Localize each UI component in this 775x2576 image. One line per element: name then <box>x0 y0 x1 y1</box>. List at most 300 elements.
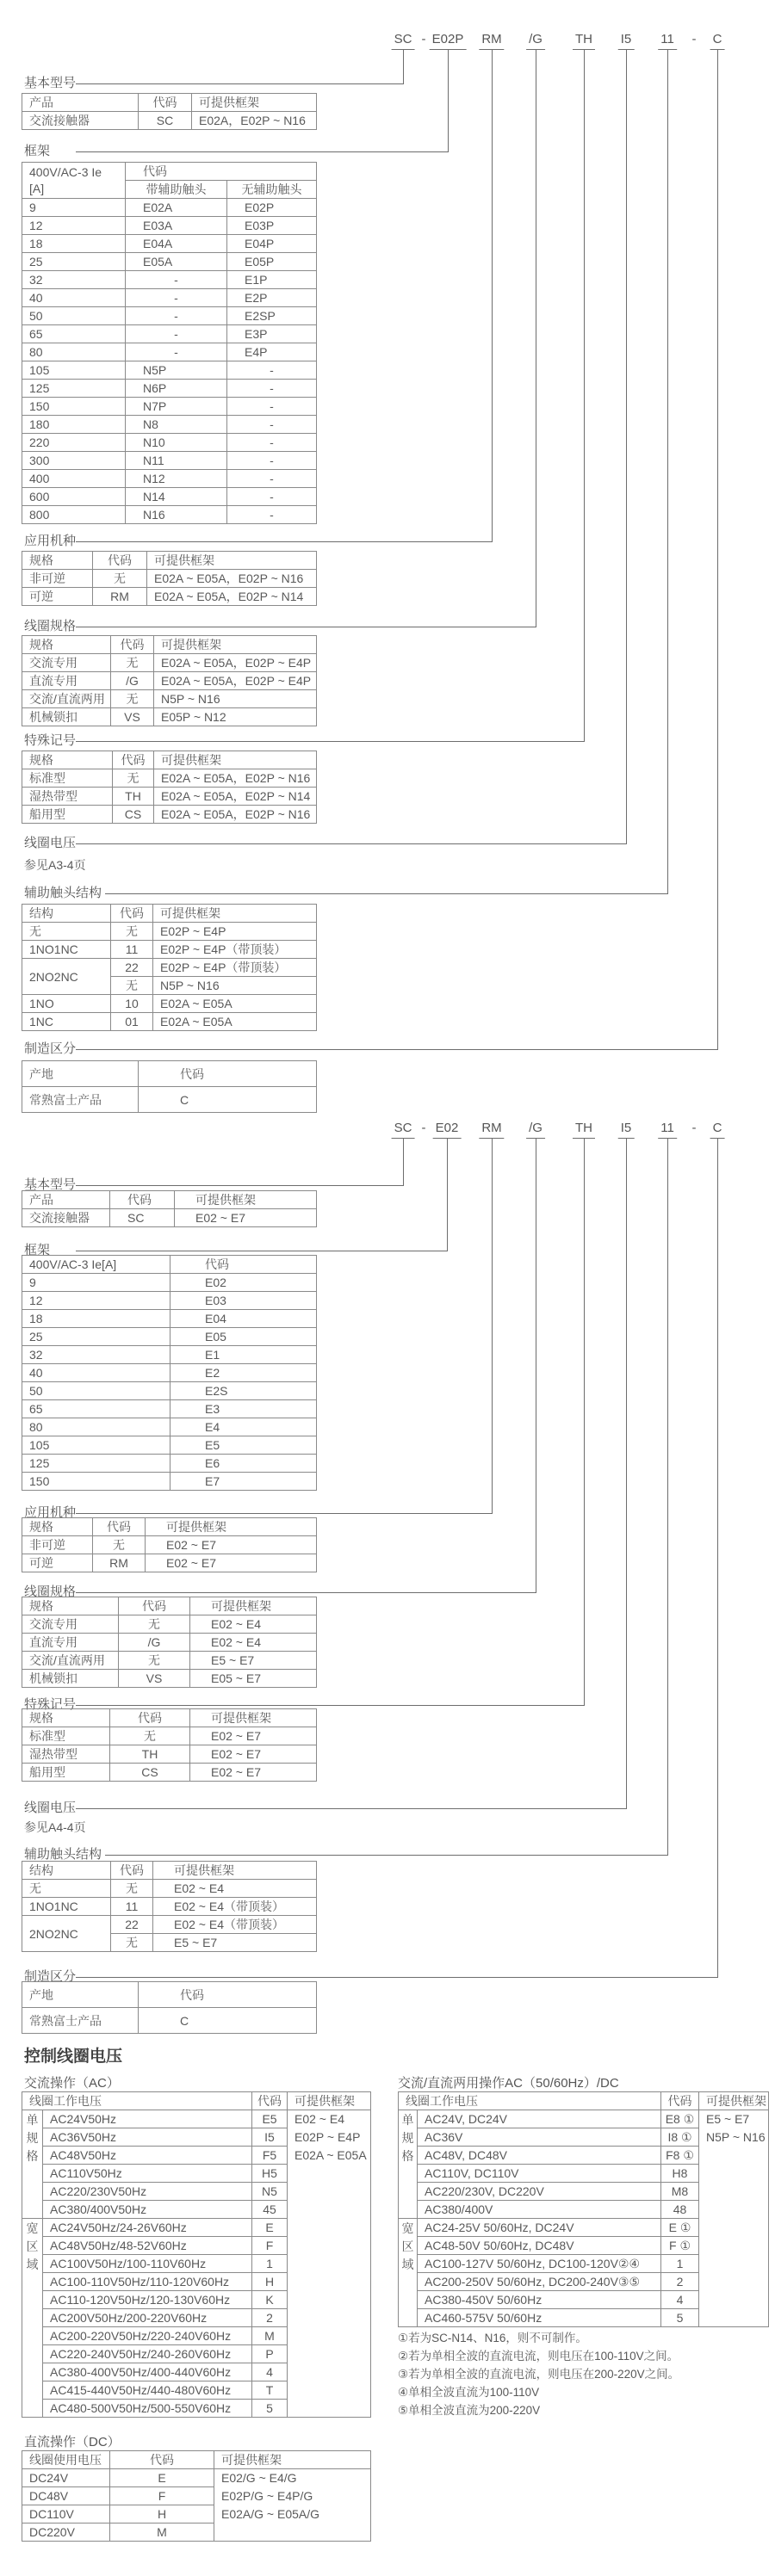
cell: N5P <box>126 361 227 380</box>
cell: RM <box>93 588 147 606</box>
cell: 单 规 格 <box>22 2110 43 2219</box>
cell: 可提供框架 <box>154 636 317 654</box>
cell: 产地 <box>22 1982 139 2008</box>
cell: E5 ~ E7 N5P ~ N16 <box>699 2110 769 2327</box>
cell: T <box>252 2381 288 2400</box>
section-label-frame-2: 框架 <box>24 1243 51 1257</box>
cell: P <box>252 2345 288 2363</box>
connector-line-h <box>76 1977 718 1978</box>
cell: 无 <box>22 923 111 941</box>
cell: 无 <box>110 1727 190 1745</box>
cell: 25 <box>22 1328 170 1346</box>
cell: E04A <box>126 235 227 253</box>
cell: - <box>227 416 317 434</box>
section-label-basic-2: 基本型号 <box>24 1177 77 1192</box>
code-token-th-1: TH <box>573 32 595 50</box>
connector-line-v <box>492 49 493 542</box>
cell: 可提供框架 <box>146 1518 317 1536</box>
connector-line-v <box>717 1138 718 1978</box>
cell: 结构 <box>22 1862 111 1880</box>
connector-line-v <box>626 1138 627 1809</box>
cell: AC220-240V50Hz/240-260V60Hz <box>43 2345 252 2363</box>
connector-line-h <box>76 83 404 84</box>
cell: E02 ~ E7 <box>190 1745 317 1764</box>
cell: 9 <box>22 199 126 217</box>
footnote-2: ②若为单相全波的直流电流，则电压在100-110V之间。 <box>398 2350 679 2363</box>
cell: 12 <box>22 1292 170 1310</box>
cell: 规格 <box>22 636 111 654</box>
cell: 800 <box>22 506 126 524</box>
connector-line-v <box>584 1138 585 1706</box>
cell: 线圈工作电压 <box>399 2092 661 2110</box>
cell: 11 <box>111 941 153 959</box>
cell: TH <box>113 788 154 806</box>
control-coil-voltage-heading: 控制线圈电压 <box>24 2048 123 2066</box>
cell: 代码 <box>126 163 317 181</box>
cell: 常熟富士产品 <box>22 1087 139 1113</box>
code-token-g-1: /G <box>526 32 545 50</box>
cell: E02 ~ E7 <box>190 1727 317 1745</box>
cell: AC100-110V50Hz/110-120V60Hz <box>43 2273 252 2291</box>
cell: 船用型 <box>22 1764 110 1782</box>
cell: H8 <box>661 2165 699 2183</box>
cell: E05P ~ N12 <box>154 708 317 726</box>
manufacture-table-2 <box>22 1981 317 2034</box>
cell: 可提供框架 <box>175 1191 317 1209</box>
cell: E02A，E02P ~ N16 <box>192 112 317 130</box>
code-token-rm-2: RM <box>479 1121 504 1139</box>
cell: E <box>252 2219 288 2237</box>
cell: E02A ~ E05A，E02P ~ N14 <box>147 588 317 606</box>
cell: 交流专用 <box>22 1615 119 1634</box>
cell: 常熟富士产品 <box>22 2008 139 2034</box>
section-label-frame-1: 框架 <box>24 144 51 158</box>
cell: - <box>227 470 317 488</box>
cell: 非可逆 <box>22 1536 93 1554</box>
cell: AC200V50Hz/200-220V60Hz <box>43 2309 252 2327</box>
cell: - <box>227 398 317 416</box>
connector-line-h <box>76 1185 404 1186</box>
code-token-c-2: C <box>710 1121 725 1139</box>
cell: E5 ~ E7 <box>190 1652 317 1670</box>
cell: AC110V50Hz <box>43 2165 252 2183</box>
code-token-frame-1: E02P <box>430 32 467 50</box>
cell: 32 <box>22 271 126 289</box>
cell: 代码 <box>661 2092 699 2110</box>
cell: 规格 <box>22 751 113 769</box>
cell: E8 ① <box>661 2110 699 2128</box>
cell: 可提供框架 <box>192 94 317 112</box>
cell: 带辅助触头 <box>126 181 227 199</box>
cell: 无 <box>119 1652 190 1670</box>
cell: 结构 <box>22 905 111 923</box>
cell: 湿热带型 <box>22 1745 110 1764</box>
cell: 无 <box>93 570 147 588</box>
cell: - <box>126 307 227 325</box>
cell: M <box>110 2523 214 2542</box>
cell: E05 <box>170 1328 317 1346</box>
cell: F8 ① <box>661 2147 699 2165</box>
cell: AC110-120V50Hz/120-130V60Hz <box>43 2291 252 2309</box>
connector-line-h <box>76 1513 493 1514</box>
cell: 产品 <box>22 94 139 112</box>
coil-voltage-note-1: 参见A3-4页 <box>24 858 86 872</box>
cell: AC380/400V50Hz <box>43 2201 252 2219</box>
cell: AC48V50Hz <box>43 2147 252 2165</box>
cell: 可提供框架 <box>699 2092 769 2110</box>
cell: I5 <box>252 2128 288 2147</box>
cell: 代码 <box>111 1862 153 1880</box>
cell: 代码 <box>170 1256 317 1274</box>
cell: 无 <box>111 690 154 708</box>
cell: AC100-127V 50/60Hz, DC100-120V②④ <box>418 2255 661 2273</box>
cell: E04P <box>227 235 317 253</box>
cell: 交流接触器 <box>22 112 139 130</box>
connector-line-v <box>447 1138 448 1251</box>
cell: 无 <box>22 1880 111 1898</box>
cell: 1NC <box>22 1013 111 1031</box>
cell: 5 <box>252 2400 288 2418</box>
cell: 18 <box>22 235 126 253</box>
cell: DC24V <box>22 2469 110 2487</box>
cell: E02A ~ E05A，E02P ~ N16 <box>147 570 317 588</box>
application-table-2 <box>22 1517 317 1572</box>
cell: E03 <box>170 1292 317 1310</box>
code-token-g-2: /G <box>526 1121 545 1139</box>
cell: AC200-250V 50/60Hz, DC200-240V③⑤ <box>418 2273 661 2291</box>
frame-table-2 <box>22 1255 317 1491</box>
cell: N10 <box>126 434 227 452</box>
cell: 无 <box>111 977 153 995</box>
cell: 代码 <box>110 2451 214 2469</box>
cell: 105 <box>22 1436 170 1455</box>
cell: - <box>227 506 317 524</box>
cell: E1P <box>227 271 317 289</box>
cell: 65 <box>22 325 126 343</box>
cell: AC380/400V <box>418 2201 661 2219</box>
cell: 48 <box>661 2201 699 2219</box>
coil-spec-table-2 <box>22 1597 317 1688</box>
cell: 9 <box>22 1274 170 1292</box>
section-label-mfg-2: 制造区分 <box>24 1969 77 1984</box>
code-token-sc-2: SC <box>392 1121 415 1139</box>
connector-line-v <box>448 49 449 152</box>
cell: 4 <box>661 2291 699 2309</box>
cell: E02 ~ E7 <box>190 1764 317 1782</box>
cell: DC110V <box>22 2505 110 2523</box>
cell: E02 ~ E4 <box>190 1634 317 1652</box>
dc-operation-title: 直流操作（DC） <box>24 2435 121 2449</box>
cell: E2P <box>227 289 317 307</box>
cell: 2NO2NC <box>22 1916 111 1952</box>
cell: 代码 <box>252 2092 288 2110</box>
cell: N14 <box>126 488 227 506</box>
cell: E2 <box>170 1364 317 1382</box>
connector-line-h <box>76 741 585 742</box>
connector-line-v <box>626 49 627 844</box>
cell: AC48V50Hz/48-52V60Hz <box>43 2237 252 2255</box>
cell: - <box>126 325 227 343</box>
cell: E2SP <box>227 307 317 325</box>
cell: N8 <box>126 416 227 434</box>
cell: 直流专用 <box>22 672 111 690</box>
cell: VS <box>111 708 154 726</box>
cell: E1 <box>170 1346 317 1364</box>
footnote-4: ④单相全波直流为100-110V <box>398 2386 540 2399</box>
special-mark-table-1 <box>22 751 317 824</box>
cell: E02P ~ E4P（带顶装） <box>153 941 317 959</box>
cell: 40 <box>22 289 126 307</box>
cell: 可提供框架 <box>147 552 317 570</box>
cell: 宽 区 域 <box>399 2219 418 2327</box>
section-label-special-2: 特殊记号 <box>24 1697 77 1712</box>
cell: 可提供框架 <box>288 2092 371 2110</box>
cell: - <box>227 434 317 452</box>
cell: - <box>126 289 227 307</box>
cell: E03A <box>126 217 227 235</box>
cell: 船用型 <box>22 806 113 824</box>
cell: 11 <box>111 1898 153 1916</box>
cell: 规格 <box>22 1709 110 1727</box>
section-label-mfg-1: 制造区分 <box>24 1041 77 1056</box>
cell: K <box>252 2291 288 2309</box>
cell: 无 <box>111 923 153 941</box>
cell: 150 <box>22 398 126 416</box>
cell: AC415-440V50Hz/440-480V60Hz <box>43 2381 252 2400</box>
cell: E3 <box>170 1400 317 1418</box>
section-label-app-1: 应用机种 <box>24 534 77 548</box>
cell: E02P ~ E4P <box>153 923 317 941</box>
cell: E02 ~ E7 <box>175 1209 317 1227</box>
cell: 1NO1NC <box>22 1898 111 1916</box>
manufacture-table-1 <box>22 1060 317 1113</box>
cell: F <box>252 2237 288 2255</box>
cell: E02/G ~ E4/G E02P/G ~ E4P/G E02A/G ~ E05A/G <box>214 2469 371 2542</box>
cell: 代码 <box>93 1518 146 1536</box>
cell: 规格 <box>22 1597 119 1615</box>
basic-model-table-1 <box>22 93 317 130</box>
cell: 代码 <box>139 94 192 112</box>
section-label-aux-1: 辅助触头结构 <box>24 886 102 900</box>
coil-spec-table-1 <box>22 635 317 726</box>
section-label-coil-1: 线圈规格 <box>24 619 77 633</box>
cell: E02 ~ E4 <box>153 1880 317 1898</box>
cell: 400V/AC-3 Ie[A] <box>22 1256 170 1274</box>
cell: /G <box>111 672 154 690</box>
cell: N6P <box>126 380 227 398</box>
cell: E04 <box>170 1310 317 1328</box>
connector-line-h <box>76 1705 585 1706</box>
cell: AC48V, DC48V <box>418 2147 661 2165</box>
cell: E02A ~ E05A <box>153 995 317 1013</box>
cell: C <box>139 1087 317 1113</box>
code-dash-1: - <box>421 32 426 46</box>
coil-voltage-note-2: 参见A4-4页 <box>24 1820 86 1834</box>
cell: AC220/230V, DC220V <box>418 2183 661 2201</box>
cell: 80 <box>22 1418 170 1436</box>
aux-contact-table-2 <box>22 1861 317 1952</box>
cell: 125 <box>22 380 126 398</box>
footnote-3: ③若为单相全波的直流电流，则电压在200-220V之间。 <box>398 2368 680 2381</box>
cell: 65 <box>22 1400 170 1418</box>
cell: 125 <box>22 1455 170 1473</box>
cell: 代码 <box>113 751 154 769</box>
cell: E02A ~ E05A <box>153 1013 317 1031</box>
section-label-coil-voltage-1: 线圈电压 <box>24 836 77 850</box>
code-dash2-2: - <box>691 1121 697 1135</box>
connector-line-v <box>667 49 668 894</box>
cell: AC24V50Hz <box>43 2110 252 2128</box>
cell: 机械锁扣 <box>22 1670 119 1688</box>
cell: 50 <box>22 1382 170 1400</box>
code-dash2-1: - <box>691 32 697 46</box>
cell: 无 <box>111 1880 153 1898</box>
cell: 45 <box>252 2201 288 2219</box>
cell: 代码 <box>139 1982 317 2008</box>
cell: E ① <box>661 2219 699 2237</box>
cell: 1 <box>252 2255 288 2273</box>
cell: 标准型 <box>22 769 113 788</box>
cell: E02 ~ E4（带顶装） <box>153 1898 317 1916</box>
cell: 交流/直流两用 <box>22 690 111 708</box>
cell: 非可逆 <box>22 570 93 588</box>
code-token-th-2: TH <box>573 1121 595 1139</box>
cell: M <box>252 2327 288 2345</box>
cell: E02 ~ E4 <box>190 1615 317 1634</box>
cell: 18 <box>22 1310 170 1328</box>
cell: E02A <box>126 199 227 217</box>
cell: 无 <box>113 769 154 788</box>
frame-table-1 <box>22 162 317 524</box>
cell: 可逆 <box>22 1554 93 1572</box>
code-token-11-1: 11 <box>658 32 677 50</box>
cell: AC100V50Hz/100-110V60Hz <box>43 2255 252 2273</box>
footnote-1: ①若为SC-N14、N16，则不可制作。 <box>398 2332 587 2344</box>
cell: 12 <box>22 217 126 235</box>
cell: DC220V <box>22 2523 110 2542</box>
connector-line-v <box>717 49 718 1050</box>
cell: F ① <box>661 2237 699 2255</box>
cell: - <box>227 380 317 398</box>
cell: E3P <box>227 325 317 343</box>
cell: AC220/230V50Hz <box>43 2183 252 2201</box>
cell: E02P <box>227 199 317 217</box>
cell: 4 <box>252 2363 288 2381</box>
code-token-c-1: C <box>710 32 725 50</box>
cell: E6 <box>170 1455 317 1473</box>
connector-line-h <box>105 893 668 894</box>
cell: 40 <box>22 1364 170 1382</box>
cell: 代码 <box>111 636 154 654</box>
cell: 2 <box>252 2309 288 2327</box>
code-token-rm-1: RM <box>479 32 504 50</box>
cell: F5 <box>252 2147 288 2165</box>
cell: E02 <box>170 1274 317 1292</box>
cell: 线圈使用电压 <box>22 2451 110 2469</box>
cell: AC480-500V50Hz/500-550V60Hz <box>43 2400 252 2418</box>
cell: RM <box>93 1554 146 1572</box>
code-token-frame-2: E02 <box>433 1121 462 1139</box>
cell: 规格 <box>22 552 93 570</box>
cell: 产品 <box>22 1191 110 1209</box>
cell: M8 <box>661 2183 699 2201</box>
cell: 可逆 <box>22 588 93 606</box>
cell: 01 <box>111 1013 153 1031</box>
cell: AC24-25V 50/60Hz, DC24V <box>418 2219 661 2237</box>
cell: 105 <box>22 361 126 380</box>
cell: 10 <box>111 995 153 1013</box>
cell: N7P <box>126 398 227 416</box>
cell: 代码 <box>110 1709 190 1727</box>
cell: 机械锁扣 <box>22 708 111 726</box>
cell: AC380-400V50Hz/400-440V60Hz <box>43 2363 252 2381</box>
cell: 无 <box>111 1934 153 1952</box>
connector-line-h <box>76 1049 718 1050</box>
cell: N5P ~ N16 <box>153 977 317 995</box>
cell: 80 <box>22 343 126 361</box>
cell: 400V/AC-3 Ie [A] <box>22 163 126 199</box>
dc-operation-table <box>22 2450 371 2542</box>
footnotes <box>398 2329 679 2419</box>
cell: 220 <box>22 434 126 452</box>
cell: E05P <box>227 253 317 271</box>
cell: E02 ~ E7 <box>146 1554 317 1572</box>
cell: - <box>227 488 317 506</box>
cell: 22 <box>111 959 153 977</box>
section-label-app-2: 应用机种 <box>24 1505 77 1520</box>
cell: 可提供框架 <box>190 1709 317 1727</box>
cell: E02 ~ E4 E02P ~ E4P E02A ~ E05A <box>288 2110 371 2418</box>
aux-contact-table-1 <box>22 904 317 1031</box>
cell: AC36V50Hz <box>43 2128 252 2147</box>
cell: 300 <box>22 452 126 470</box>
connector-line-v <box>492 1138 493 1514</box>
cell: H5 <box>252 2165 288 2183</box>
ac-operation-title: 交流操作（AC） <box>24 2076 120 2091</box>
basic-model-table-2 <box>22 1190 317 1227</box>
code-token-i5-1: I5 <box>618 32 635 50</box>
cell: 单 规 格 <box>399 2110 418 2219</box>
cell: CS <box>110 1764 190 1782</box>
cell: N11 <box>126 452 227 470</box>
section-label-coil-2: 线圈规格 <box>24 1585 77 1599</box>
cell: 代码 <box>111 905 153 923</box>
cell: 2 <box>661 2273 699 2291</box>
cell: E02A ~ E05A，E02P ~ N16 <box>154 806 317 824</box>
cell: 标准型 <box>22 1727 110 1745</box>
cell: 无 <box>111 654 154 672</box>
cell: - <box>227 361 317 380</box>
cell: CS <box>113 806 154 824</box>
cell: E03P <box>227 217 317 235</box>
cell: 线圈工作电压 <box>22 2092 252 2110</box>
cell: 代码 <box>119 1597 190 1615</box>
cell: AC200-220V50Hz/220-240V60Hz <box>43 2327 252 2345</box>
cell: 代码 <box>110 1191 175 1209</box>
connector-line-v <box>403 49 404 84</box>
cell: E02 ~ E4（带顶装） <box>153 1916 317 1934</box>
cell: 湿热带型 <box>22 788 113 806</box>
cell: 直流专用 <box>22 1634 119 1652</box>
cell: E02A ~ E05A，E02P ~ E4P <box>154 672 317 690</box>
connector-line-h <box>76 151 449 152</box>
cell: E5 <box>252 2110 288 2128</box>
cell: N12 <box>126 470 227 488</box>
cell: AC36V <box>418 2128 661 2147</box>
cell: I8 ① <box>661 2128 699 2147</box>
cell: AC460-575V 50/60Hz <box>418 2309 661 2327</box>
cell: 可提供框架 <box>214 2451 371 2469</box>
